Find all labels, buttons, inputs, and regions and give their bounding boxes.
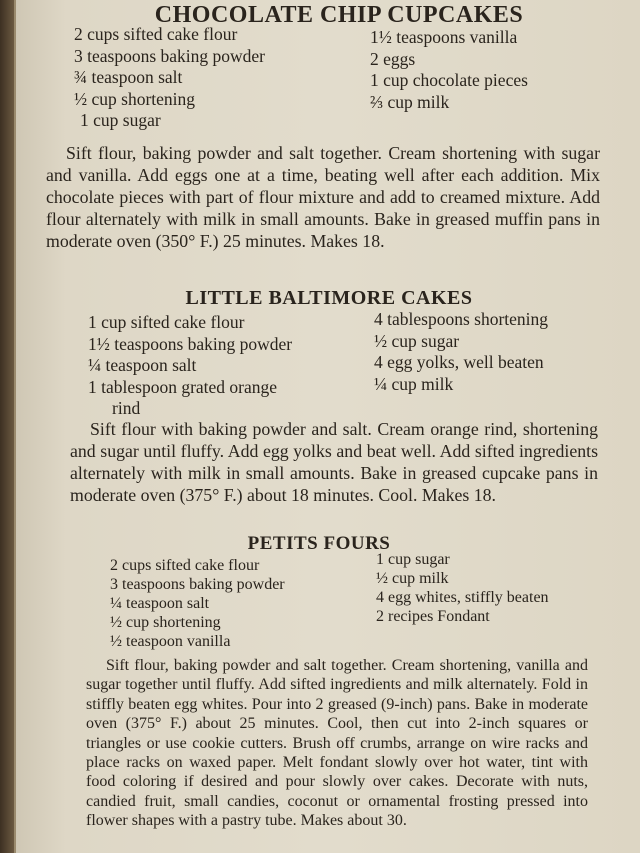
ingredient: ½ cup sugar [374, 330, 460, 351]
ingredient: 1 cup sugar [80, 110, 161, 130]
ingredient: ½ teaspoon vanilla [110, 633, 231, 650]
ingredient: ⅔ cup milk [370, 91, 450, 112]
ingredient: rind [112, 398, 141, 418]
ingredient: 4 egg yolks, well beaten [374, 352, 544, 372]
ingredient: 1 cup sifted cake flour [88, 312, 245, 332]
cookbook-page [14, 0, 640, 853]
recipe-directions-3: Sift flour, baking powder and salt together. Cream shortening, vanilla and sugar together until fluffy. Add sifted ingredients and milk alternately. Fold in stiffly beaten egg whites. Pour into 2 greased (9-inch) pans. Bake in moderate oven (375° F.) about 25 minutes. Cool, then cut into 2-inch squares or triangles or use cookie cutters. Brush off crumbs, arrange on wire racks and place racks on waxed paper. Melt fondant slowly over hot water, tint with food coloring if desired and pour slowly over cakes. Decorate with nuts, candied fruit, small candies, coconut or ornamental frosting pressed into flower shapes with a pastry tube. Makes about 30. [86, 657, 588, 830]
ingredient: ½ cup milk [376, 570, 449, 587]
ingredient: 2 eggs [370, 48, 416, 69]
recipe-directions-1: Sift flour, baking powder and salt together. Cream shortening with sugar and vanilla. Add eggs one at a time, beating well after each addition. Mix chocolate pieces with part of flour mixture and add to creamed mixture. Add flour alternately with milk in small amounts. Bake in greased muffin pans in moderate oven (350° F.) 25 minutes. Makes 18. [46, 143, 600, 251]
ingredients-left-1 [74, 24, 265, 132]
ingredient: 2 cups sifted cake flour [110, 557, 260, 574]
ingredients-right-2 [374, 309, 548, 395]
recipe-title-chocolate-chip-cupcakes: CHOCOLATE CHIP CUPCAKES [154, 2, 524, 28]
ingredient: 4 tablespoons shortening [374, 309, 549, 329]
ingredient: 1½ teaspoons baking powder [88, 333, 293, 354]
ingredient: ¼ cup milk [374, 373, 454, 394]
recipe-title-little-baltimore-cakes: LITTLE BALTIMORE CAKES [185, 287, 473, 309]
ingredients-left-2 [88, 312, 292, 420]
ingredient: 3 teaspoons baking powder [110, 576, 285, 593]
ingredient: ¾ teaspoon salt [74, 67, 183, 87]
ingredient: 1½ teaspoons vanilla [370, 27, 518, 47]
ingredient: 4 egg whites, stiffly beaten [376, 589, 549, 606]
ingredients-left-3 [110, 556, 285, 651]
ingredient: 1 cup chocolate pieces [370, 70, 528, 90]
ingredient: ½ cup shortening [110, 614, 221, 631]
ingredient: 3 teaspoons baking powder [74, 45, 266, 66]
book-binding-edge [0, 0, 14, 853]
ingredient: ¼ teaspoon salt [110, 595, 210, 612]
ingredient: 2 cups sifted cake flour [74, 24, 238, 44]
ingredient: ½ cup shortening [74, 88, 196, 109]
ingredient: 1 tablespoon grated orange [88, 376, 278, 397]
ingredients-right-1 [370, 27, 528, 113]
ingredient: 1 cup sugar [376, 551, 450, 568]
recipe-directions-2: Sift flour with baking powder and salt. Cream orange rind, shortening and sugar until fluffy. Add egg yolks and beat well. Add sifted ingredients alternately with milk in small amounts. Bake in greased cupcake pans in moderate oven (375° F.) about 18 minutes. Cool. Makes 18. [70, 419, 598, 505]
ingredient: ¼ teaspoon salt [88, 355, 197, 375]
ingredient: 2 recipes Fondant [376, 608, 490, 625]
ingredients-right-3 [376, 550, 549, 626]
recipe-title-petits-fours: PETITS FOURS [247, 533, 391, 554]
